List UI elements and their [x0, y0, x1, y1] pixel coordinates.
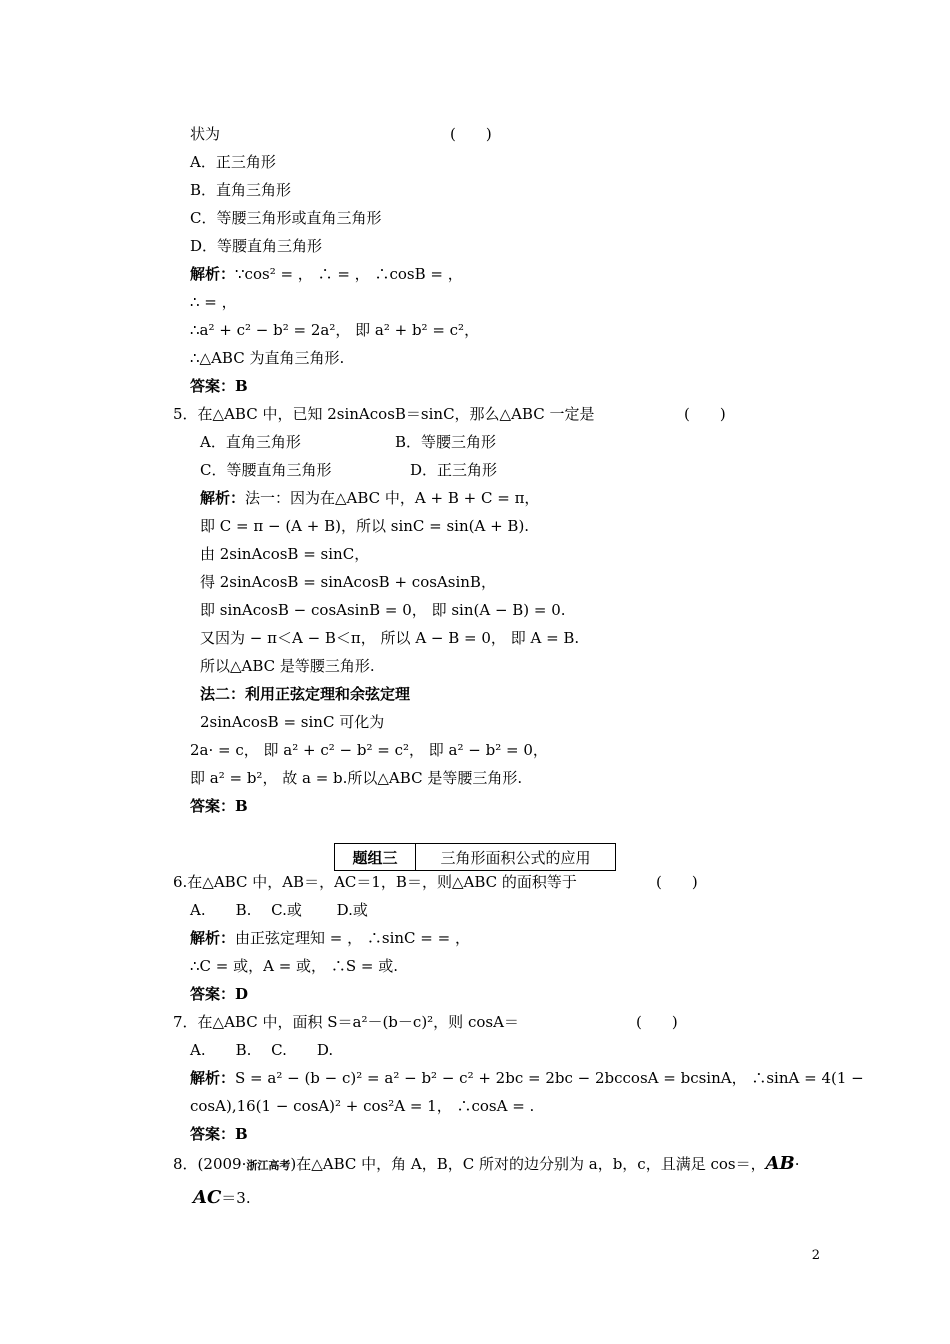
group-title: 三角形面积公式的应用	[440, 848, 591, 867]
q5-solution-line11: 即 a² = b²， 故 a = b.所以△ABC 是等腰三角形.	[190, 769, 523, 787]
q7-stem: 7．在△ABC 中，面积 S＝a²－(b－c)²，则 cosA＝	[173, 1013, 519, 1031]
q6-stem: 6.在△ABC 中，AB＝，AC＝1，B＝，则△ABC 的面积等于	[173, 873, 577, 891]
q4-option-c: C．等腰三角形或直角三角形	[190, 209, 382, 227]
q4-solution-line4: ∴△ABC 为直角三角形.	[190, 349, 345, 367]
q5-solution-line9: 2sinAcosB = sinC 可化为	[200, 713, 385, 731]
q7-solution-line2: cosA),16(1 − cosA)² + cos²A = 1， ∴cosA = .	[190, 1097, 535, 1115]
q4-solution-line1: 解析：∵cos² = ， ∴ = ， ∴cosB = ，	[190, 265, 463, 283]
q4-answer-paren: ( )	[450, 125, 492, 143]
q4-option-d: D．等腰直角三角形	[190, 237, 323, 255]
q5-stem: 5．在△ABC 中，已知 2sinAcosB＝sinC，那么△ABC 一定是	[173, 405, 595, 423]
q5-solution-line10: 2a· = c， 即 a² + c² − b² = c²， 即 a² − b² = 0，	[190, 741, 548, 759]
q5-solution-line6: 又因为 − π＜A − B＜π， 所以 A − B = 0， 即 A = B.	[200, 629, 580, 647]
q4-option-a: A．正三角形	[190, 153, 276, 171]
q8-stem-continued: AC＝3.	[193, 1187, 251, 1208]
q5-answer: 答案：B	[190, 797, 248, 815]
q4-solution-line2: ∴ = ，	[190, 293, 237, 311]
q5-answer-paren: ( )	[684, 405, 726, 423]
q5-solution-line1: 解析：法一：因为在△ABC 中，A + B + C = π，	[200, 489, 540, 507]
page-number: 2	[811, 1248, 820, 1263]
q5-solution-line8: 法二：利用正弦定理和余弦定理	[200, 685, 411, 703]
q5-option-c: C．等腰直角三角形	[200, 461, 332, 479]
q7-solution-line1: 解析：S = a² − (b − c)² = a² − b² − c² + 2bc = 2bc − 2bccosA = bcsinA， ∴sinA = 4(1 −	[190, 1069, 864, 1087]
vector-ac: AC	[193, 1187, 222, 1208]
q5-solution-line5: 即 sinAcosB − cosAsinB = 0， 即 sin(A − B) = 0.	[200, 601, 566, 619]
q4-stem-tail: 状为	[190, 125, 221, 143]
q8-stem: 8．(2009·浙江高考)在△ABC 中，角 A，B，C 所对的边分别为 a，b，c，且满足 cos＝，AB·	[173, 1153, 800, 1174]
q5-solution-line4: 得 2sinAcosB = sinAcosB + cosAsinB，	[200, 573, 496, 591]
q7-answer: 答案：B	[190, 1125, 248, 1143]
q5-option-a: A．直角三角形	[200, 433, 301, 451]
q7-options: A. B. C. D.	[190, 1041, 334, 1059]
q4-solution-line3: ∴a² + c² − b² = 2a²， 即 a² + b² = c²，	[190, 321, 480, 339]
solution-label: 解析：	[190, 929, 236, 947]
q5-solution-line3: 由 2sinAcosB = sinC，	[200, 545, 370, 563]
group-label: 题组三	[335, 844, 416, 870]
q4-answer: 答案：B	[190, 377, 248, 395]
q6-options: A. B. C.或 D.或	[190, 901, 368, 919]
source-label: 浙江高考	[246, 1159, 291, 1172]
q6-solution-line2: ∴C = 或，A = 或， ∴S = 或.	[190, 957, 398, 975]
solution-label: 解析：	[190, 1069, 236, 1087]
q6-answer: 答案：D	[190, 985, 249, 1003]
q5-solution-line7: 所以△ABC 是等腰三角形.	[200, 657, 375, 675]
q6-solution-line1: 解析：由正弦定理知 = ， ∴sinC = = ，	[190, 929, 470, 947]
solution-label: 解析：	[190, 265, 236, 283]
q7-answer-paren: ( )	[636, 1013, 678, 1031]
vector-ab: AB	[765, 1153, 795, 1174]
q4-option-b: B．直角三角形	[190, 181, 292, 199]
solution-label: 解析：	[200, 489, 246, 507]
q5-option-d: D．正三角形	[410, 461, 498, 479]
q6-answer-paren: ( )	[656, 873, 698, 891]
group-three-heading	[334, 843, 616, 871]
q5-solution-line2: 即 C = π − (A + B)，所以 sinC = sin(A + B).	[200, 517, 530, 535]
q5-option-b: B．等腰三角形	[395, 433, 497, 451]
